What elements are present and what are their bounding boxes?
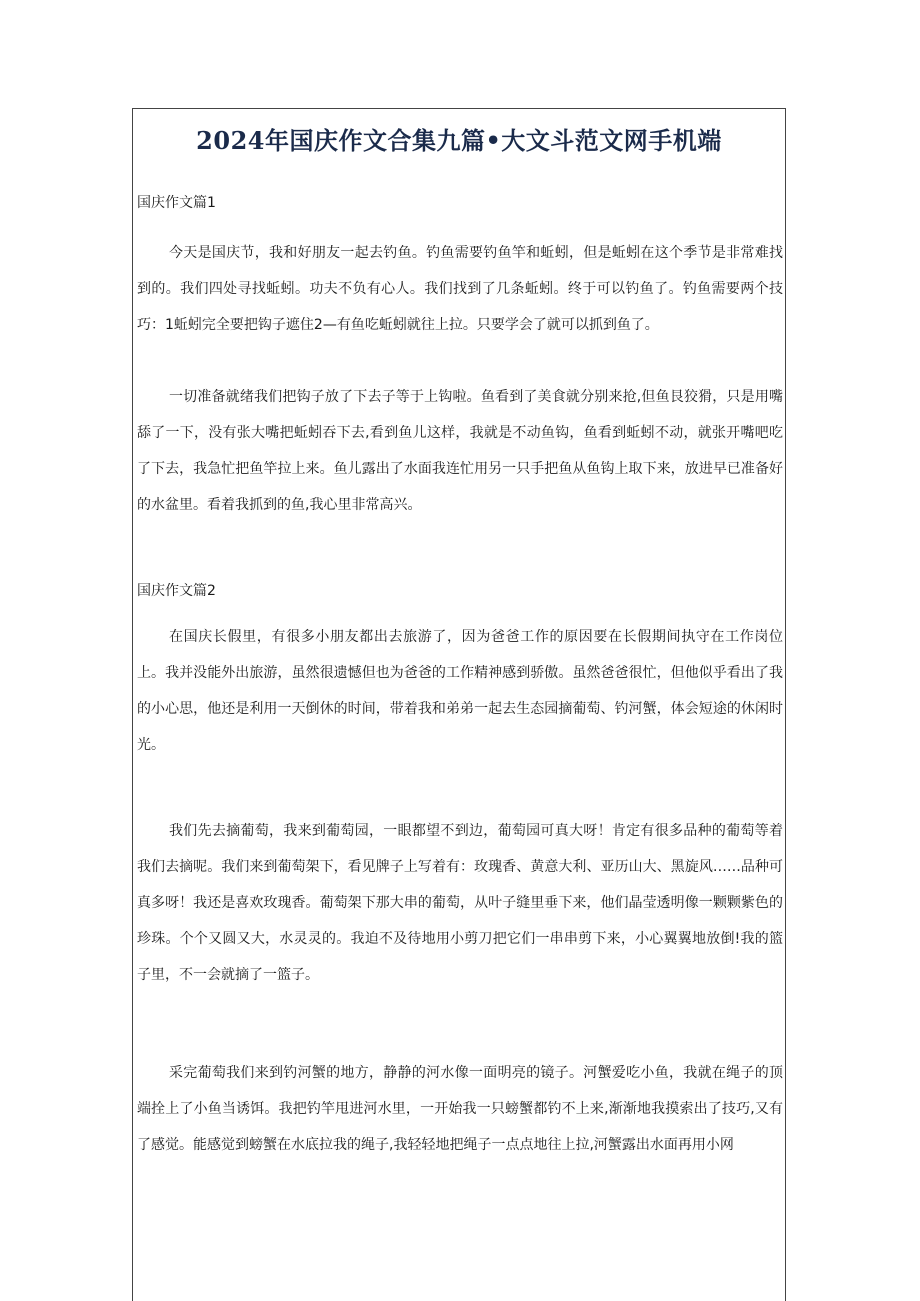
paragraph: 在国庆长假里，有很多小朋友都出去旅游了，因为爸爸工作的原因要在长假期间执守在工作岗位上。我并没能外出旅游，虽然很遗憾但也为爸爸的工作精神感到骄傲。虽然爸爸很忙，但他似乎看出了我的小心思，他还是利用一天倒休的时间，带着我和弟弟一起去生态园摘葡萄、钓河蟹，体会短途的休闲时光。 [137, 629, 783, 753]
document-page [132, 108, 786, 1301]
page-title: 2024年国庆作文合集九篇•大文斗范文网手机端 [196, 126, 722, 155]
paragraph: 一切准备就绪我们把钩子放了下去子等于上钩啦。鱼看到了美食就分别来抢,但鱼艮狡猾，只是用嘴舔了一下，没有张大嘴把蚯蚓吞下去,看到鱼儿这样，我就是不动鱼钩，鱼看到蚯蚓不动，就张开嘴吧吃了下去，我急忙把鱼竿拉上来。鱼儿露出了水面我连忙用另一只手把鱼从鱼钩上取下来，放进早已准备好的水盆里。看着我抓到的鱼,我心里非常高兴。 [137, 389, 783, 513]
paragraph: 我们先去摘葡萄，我来到葡萄园，一眼都望不到边，葡萄园可真大呀！肯定有很多品种的葡萄等着我们去摘呢。我们来到葡萄架下，看见牌子上写着有：玫瑰香、黄意大利、亚历山大、黑旋风……品种可真多呀！我还是喜欢玫瑰香。葡萄架下那大串的葡萄，从叶子缝里垂下来，他们晶莹透明像一颗颗紫色的珍珠。个个又圆又大，水灵灵的。我迫不及待地用小剪刀把它们一串串剪下来，小心翼翼地放倒!我的篮子里，不一会就摘了一篮子。 [137, 823, 783, 983]
paragraph: 今天是国庆节，我和好朋友一起去钓鱼。钓鱼需要钓鱼竿和蚯蚓，但是蚯蚓在这个季节是非常难找到的。我们四处寻找蚯蚓。功夫不负有心人。我们找到了几条蚯蚓。终于可以钓鱼了。钓鱼需要两个技巧：1蚯蚓完全要把钩子遮住2—有鱼吃蚯蚓就往上拉。只要学会了就可以抓到鱼了。 [137, 245, 783, 333]
paragraph: 采完葡萄我们来到钓河蟹的地方，静静的河水像一面明亮的镜子。河蟹爱吃小鱼，我就在绳子的顶端拴上了小鱼当诱饵。我把钓竿甩进河水里，一开始我一只螃蟹都钓不上来,渐渐地我摸索出了技巧,又有了感觉。能感觉到螃蟹在水底拉我的绳子,我轻轻地把绳子一点点地往上拉,河蟹露出水面再用小网 [137, 1065, 783, 1153]
section-heading-1: 国庆作文篇1 [137, 195, 216, 211]
section-heading-2: 国庆作文篇2 [137, 583, 216, 599]
